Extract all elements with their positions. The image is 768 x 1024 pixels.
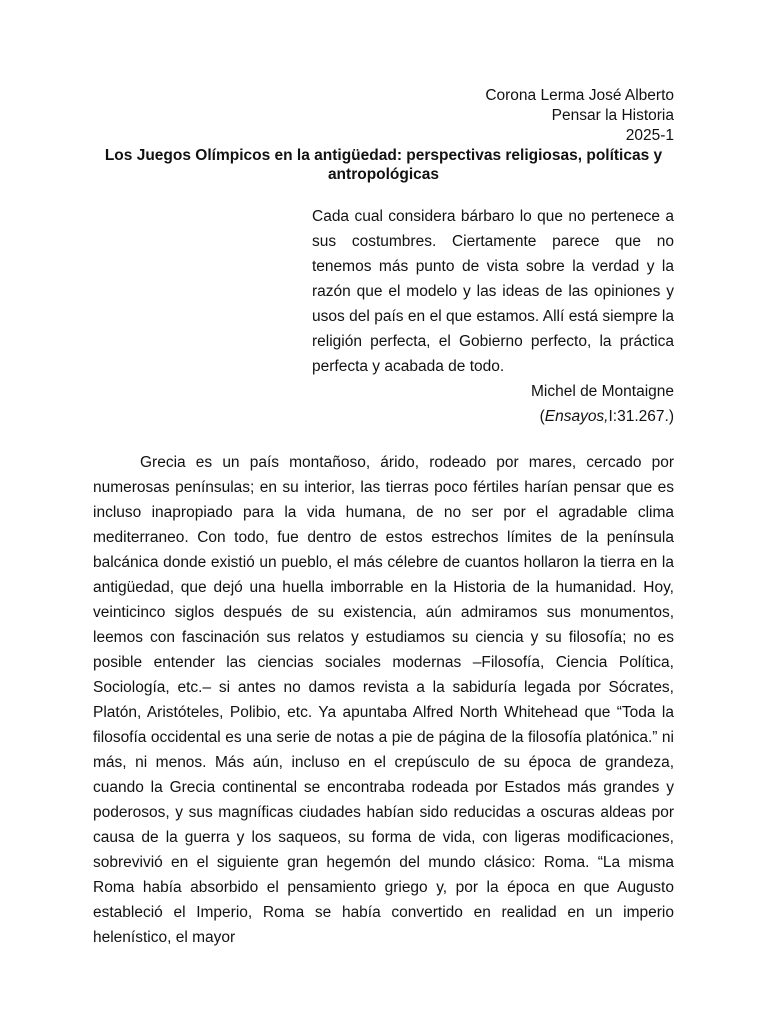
document-title [93,146,674,184]
epigraph-quote: Cada cual considera bárbaro lo que no pertenece a sus costumbres. Ciertamente parece que no tenemos más punto de vista sobre la verdad y la razón que el modelo y las ideas de las opiniones y usos del país en el que estamos. Allí está siempre la religión perfecta, el Gobierno perfecto, la práctica perfecta y acabada de todo. [312,208,674,375]
epigraph-citation [312,404,674,429]
body-paragraph: Grecia es un país montañoso, árido, rodeado por mares, cercado por numerosas penínsulas; en su interior, las tierras poco fértiles harían pensar que es incluso inapropiado para la vida humana, de no ser por el agradable clima mediterraneo. Con todo, fue dentro de estos estrechos límites de la península balcánica donde existió un pueblo, el más célebre de cuantos hollaron la tierra en la antigüedad, que dejó una huella imborrable en la Historia de la humanidad. Hoy, veinticinco siglos después de su existencia, aún admiramos sus monumentos, leemos con fascinación sus relatos y estudiamos su ciencia y su filosofía; no es posible entender las ciencias sociales modernas –Filosofía, Ciencia Política, Sociología, etc.– si antes no damos revista a la sabiduría legada por Sócrates, Platón, Aristóteles, Polibio, etc. Ya apuntaba Alfred North Whitehead que “Toda la filosofía occidental es una serie de notas a pie de página de la filosofía platónica.” ni más, ni menos. Más aún, incluso en el crepúsculo de su época de grandeza, cuando la Grecia continental se encontraba rodeada por Estados más grandes y poderosos, y sus magníficas ciudades habían sido reducidas a oscuras aldeas por causa de la guerra y los saqueos, su forma de vida, con ligeras modificaciones, sobrevivió en el siguiente gran hegemón del mundo clásico: Roma. “La misma Roma había absorbido el pensamiento griego y, por la época en que Augusto estableció el Imperio, Roma se había convertido en realidad en un imperio helenístico, el mayor [93,454,674,946]
title-line-1: Los Juegos Olímpicos en la antigüedad: perspectivas religiosas, políticas y [104,147,663,164]
citation-open: ( [539,408,545,425]
title-line-2: antropológicas [327,166,440,183]
author-name: Corona Lerma José Alberto [485,87,674,104]
citation-work: Ensayos, [544,408,609,425]
epigraph [312,204,674,429]
document-header [485,86,674,146]
epigraph-author: Michel de Montaigne [530,383,674,400]
course-name: Pensar la Historia [551,107,674,124]
citation-reference: I:31.267.) [608,408,674,425]
term: 2025-1 [625,127,674,144]
